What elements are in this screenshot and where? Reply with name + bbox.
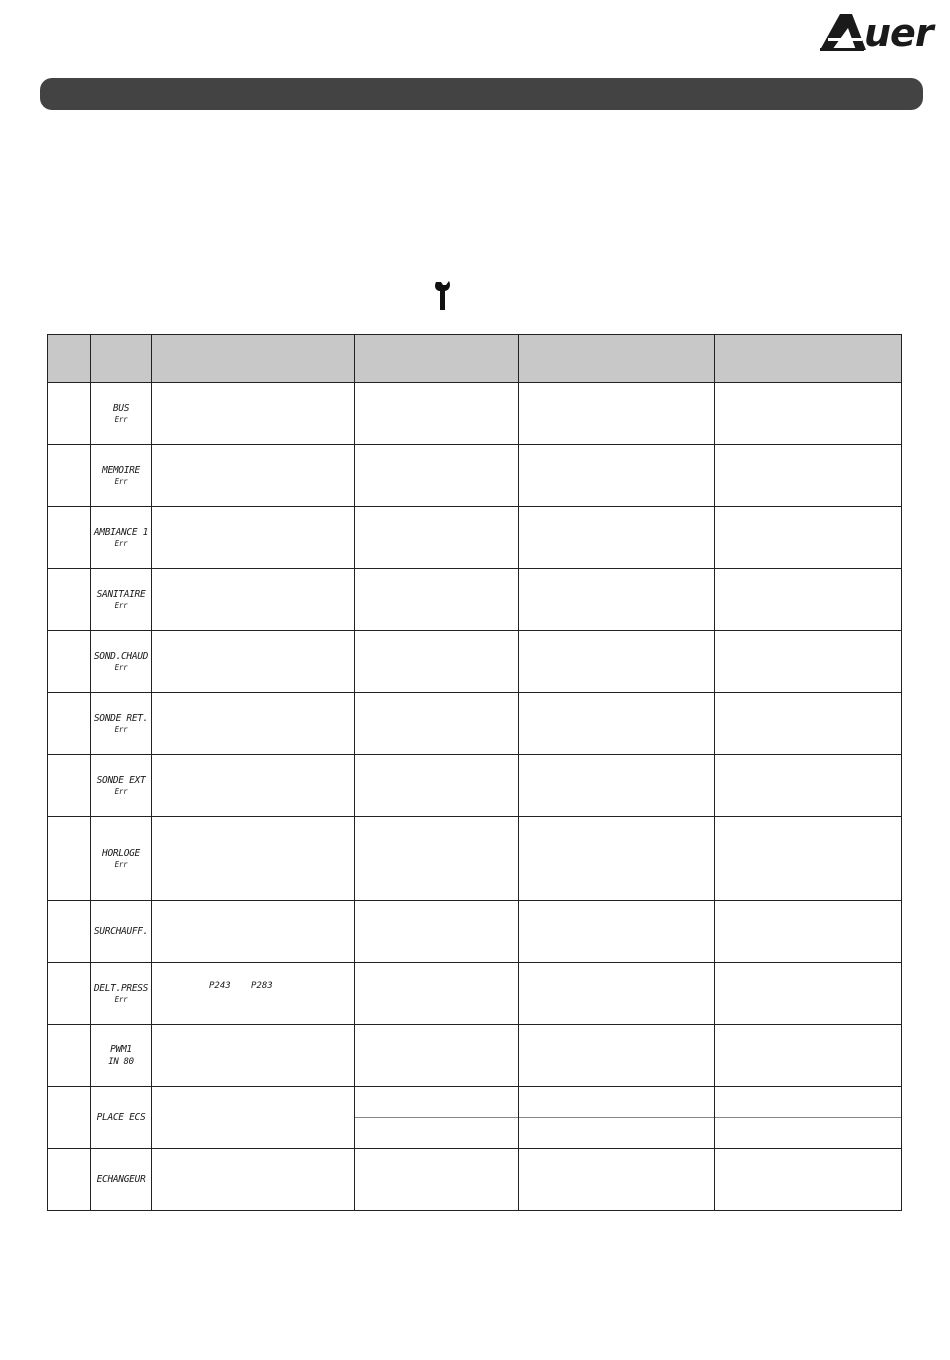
table-row <box>48 693 902 755</box>
table-row <box>48 445 902 507</box>
table-row <box>48 383 902 445</box>
header-cell-1 <box>48 335 91 383</box>
error-code: SURCHAUFF. <box>91 901 152 963</box>
error-code: SANITAIRE Err <box>91 569 152 631</box>
header-cell-3 <box>152 335 355 383</box>
error-code-table <box>47 334 902 1211</box>
error-code: DELT.PRESS Err <box>91 963 152 1025</box>
parameter-code: P243 <box>209 981 231 991</box>
error-code: HORLOGE Err <box>91 817 152 901</box>
table-row <box>48 901 902 963</box>
header-cell-6 <box>715 335 902 383</box>
error-code: PLACE ECS <box>91 1087 152 1149</box>
error-code: SONDE RET. Err <box>91 693 152 755</box>
table-row <box>48 1087 902 1149</box>
table-row <box>48 1025 902 1087</box>
parameter-code: P283 <box>251 981 273 991</box>
table-row <box>48 817 902 901</box>
header-cell-5 <box>519 335 715 383</box>
error-code: MEMOIRE Err <box>91 445 152 507</box>
table-header-row <box>48 335 902 383</box>
error-code: SOND.CHAUD Err <box>91 631 152 693</box>
error-code: PWM1 IN 80 <box>91 1025 152 1087</box>
header-cell-2 <box>91 335 152 383</box>
wrench-icon <box>432 278 454 312</box>
error-code: BUS Err <box>91 383 152 445</box>
table-row <box>48 507 902 569</box>
table-row <box>48 755 902 817</box>
table-row <box>48 631 902 693</box>
logo-wordmark: uer <box>864 11 933 55</box>
header-cell-4 <box>355 335 519 383</box>
auer-logo <box>818 10 946 54</box>
table-row <box>48 963 902 1025</box>
table-row <box>48 1149 902 1211</box>
error-code: ECHANGEUR <box>91 1149 152 1211</box>
header-bar <box>40 78 923 110</box>
error-code: AMBIANCE 1 Err <box>91 507 152 569</box>
error-code: SONDE EXT Err <box>91 755 152 817</box>
table-row <box>48 569 902 631</box>
